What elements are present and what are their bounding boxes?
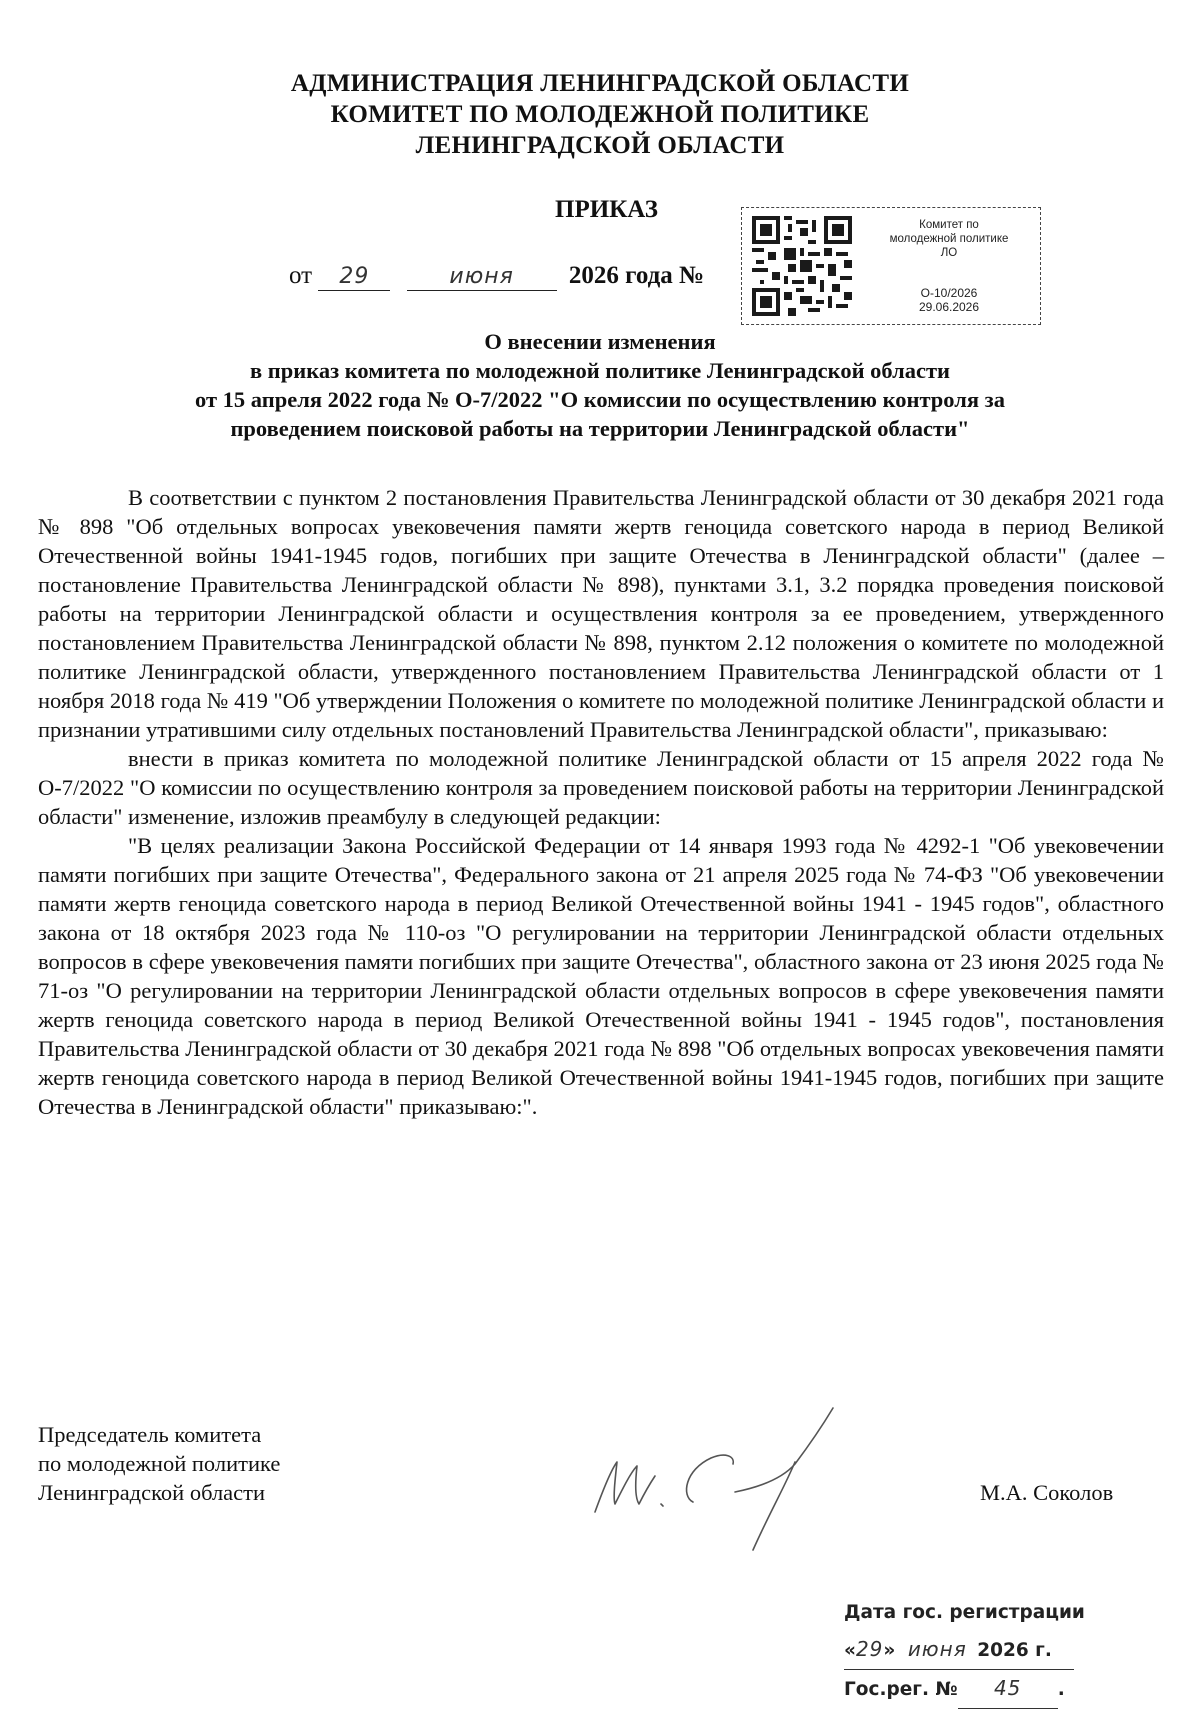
document-header [0, 68, 1200, 161]
order-title: ПРИКАЗ [555, 196, 658, 223]
registration-number-line [844, 1670, 1085, 1709]
stamp-org-line-3: ЛО [940, 247, 958, 259]
stamp-date: 29.06.2026 [918, 300, 980, 314]
qr-code-icon [752, 216, 852, 316]
registration-end-mark: . [1057, 1679, 1065, 1700]
signatory-title-line-3: Ленинградской области [38, 1480, 266, 1505]
subject-line-1: О внесении изменения [484, 329, 716, 354]
signatory-title-line-1: Председатель комитета [38, 1422, 262, 1447]
header-line-2: КОМИТЕТ ПО МОЛОДЕЖНОЙ ПОЛИТИКЕ [330, 101, 870, 128]
stamp-org-line-1: Комитет по [919, 219, 979, 231]
registration-block [844, 1594, 1085, 1709]
date-day-field [318, 262, 390, 291]
date-day-value: 29 [339, 264, 370, 289]
date-prefix: от [289, 262, 313, 289]
registration-month: июня [907, 1637, 967, 1661]
registration-date-field [844, 1631, 1074, 1670]
date-year-suffix: 2026 года № [568, 262, 705, 289]
stamp-registration [860, 286, 1038, 314]
body-paragraph-1: В соответствии с пунктом 2 постановления Правительства Ленинградской области от 30 декабря 2021 года № 898 "Об отдельных вопросах увековечения памяти жертв геноцида советского народа в период Великой Отечественной войны 1941-1945 годов, погибших при защите Отечества в Ленинградской области" (далее – постановление Правительства Ленинградской области № 898), пунктами 3.1, 3.2 порядка проведения поисковой работы на территории Ленинградской области и осуществления контроля за ее проведением, утвержденного постановлением Правительства Ленинградской области № 898, пунктом 2.12 положения о комитете по молодежной политике Ленинградской области, утвержденного постановлением Правительства Ленинградской области от 1 ноября 2018 года № 419 "Об утверждении Положения о комитете по молодежной политике Ленинградской области и признании утратившими силу отдельных постановлений Правительства Ленинградской области", приказываю: [38, 485, 1164, 742]
order-subject [60, 327, 1140, 443]
subject-line-3: от 15 апреля 2022 года № О-7/2022 "О комиссии по осуществлению контроля за [195, 387, 1005, 412]
order-body [38, 483, 1164, 1121]
registration-day: 29 [855, 1637, 884, 1661]
registration-number-field [958, 1670, 1058, 1709]
registration-number: 45 [993, 1676, 1022, 1700]
registration-label: Дата гос. регистрации [844, 1602, 1085, 1623]
registration-number-label: Гос.рег. № [844, 1679, 958, 1700]
registration-year: 2026 г. [977, 1640, 1052, 1661]
order-date-line [289, 262, 704, 291]
header-line-3: ЛЕНИНГРАДСКОЙ ОБЛАСТИ [415, 132, 785, 159]
signatory-name: М.А. Соколов [980, 1480, 1114, 1505]
body-paragraph-2: внести в приказ комитета по молодежной политике Ленинградской области от 15 апреля 2022 года № О-7/2022 "О комиссии по осуществлению контроля за проведением поисковой работы на территории Ленинградской области" изменение, изложив преамбулу в следующей редакции: [38, 746, 1164, 829]
signatory-title [38, 1420, 280, 1507]
registration-stamp [741, 207, 1041, 325]
stamp-org-line-2: молодежной политике [889, 233, 1009, 245]
registration-open-quote: « [844, 1640, 856, 1661]
stamp-number: О-10/2026 [920, 286, 978, 300]
date-month-value: июня [449, 264, 514, 289]
body-paragraph-3: "В целях реализации Закона Российской Федерации от 14 января 1993 года № 4292-1 "Об увековечении памяти погибших при защите Отечества", Федерального закона от 21 апреля 2025 года № 74-ФЗ "Об увековечении памяти жертв геноцида советского народа в период Великой Отечественной войны 1941 - 1945 годов", областного закона от 18 октября 2023 года № 110-оз "О регулировании на территории Ленинградской области отдельных вопросов в сфере увековечения памяти погибших при защите Отечества", областного закона от 23 июня 2025 года № 71-оз "О регулировании на территории Ленинградской области отдельных вопросов в сфере увековечения памяти жертв геноцида советского народа в период Великой Отечественной войны 1941 - 1945 годов", постановления Правительства Ленинградской области от 30 декабря 2021 года № 898 "Об отдельных вопросах увековечения памяти жертв геноцида советского народа в период Великой Отечественной войны 1941-1945 годов, погибших при защите Отечества в Ленинградской области" приказываю:". [38, 833, 1164, 1119]
subject-line-2: в приказ комитета по молодежной политике Ленинградской области [249, 358, 950, 383]
subject-line-4: проведением поисковой работы на территории Ленинградской области" [230, 416, 970, 441]
registration-close-quote: » [883, 1640, 896, 1661]
stamp-org [860, 218, 1038, 260]
date-month-field [407, 262, 557, 291]
header-line-1: АДМИНИСТРАЦИЯ ЛЕНИНГРАДСКОЙ ОБЛАСТИ [290, 70, 910, 97]
registration-date [844, 1631, 1085, 1670]
signatory-title-line-2: по молодежной политике [38, 1451, 281, 1476]
handwritten-signature [585, 1400, 885, 1560]
